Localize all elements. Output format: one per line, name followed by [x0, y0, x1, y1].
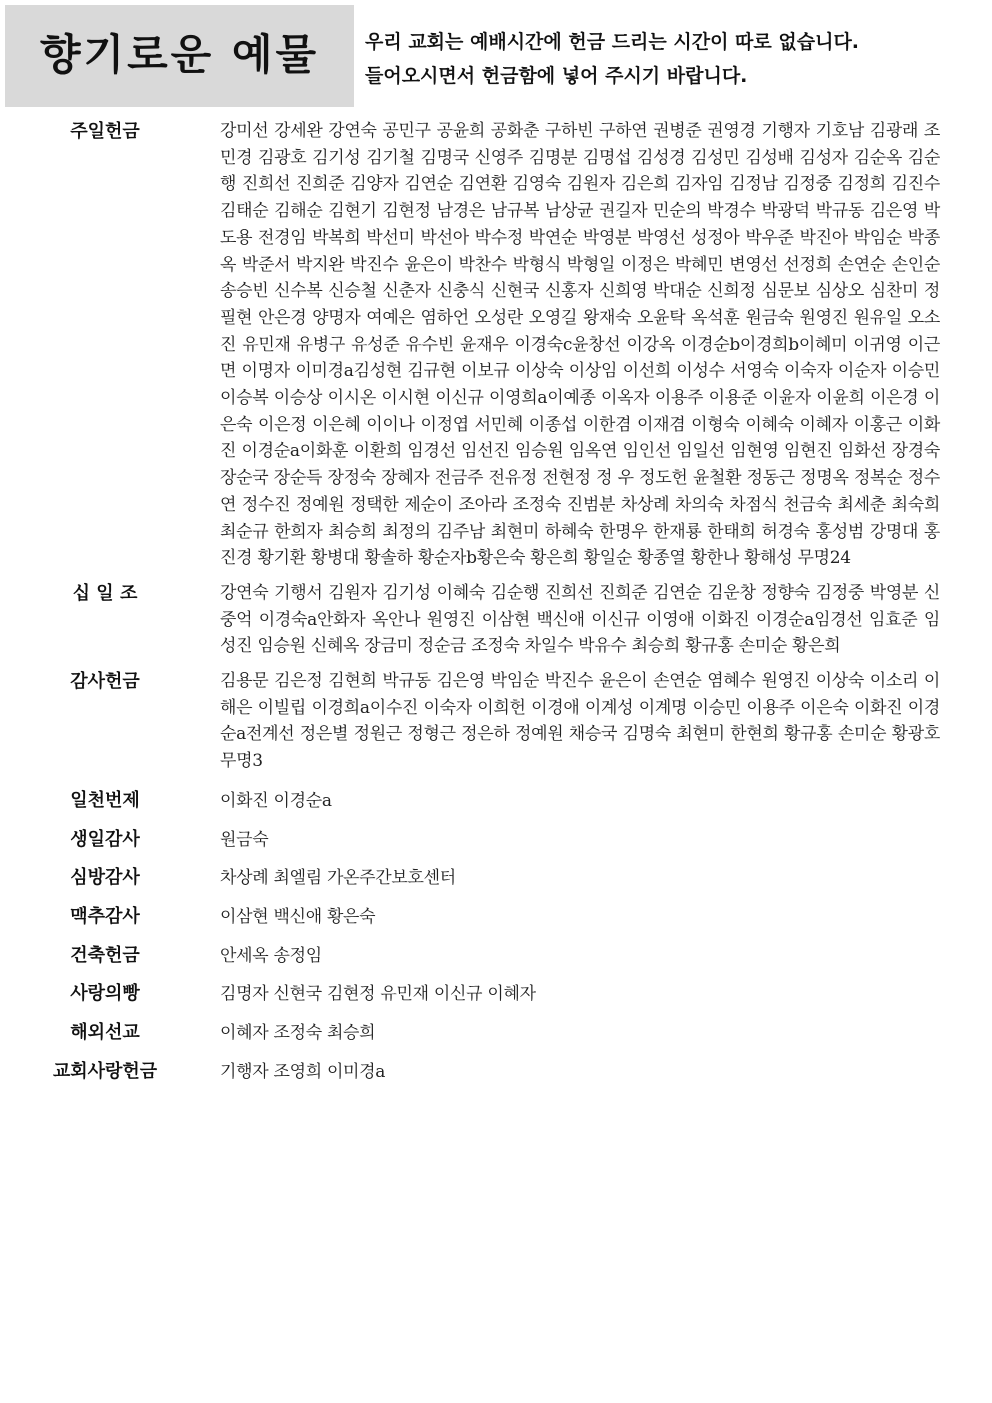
section-label: 심방감사	[70, 867, 140, 889]
section-names: 기행자 조영희 이미경a	[220, 1061, 386, 1082]
section-church-love-offering	[0, 1058, 992, 1086]
section-birthday-thanks	[0, 826, 992, 854]
page-title: 향기로운 예물	[39, 30, 320, 79]
header	[5, 5, 987, 107]
section-label: 사랑의빵	[70, 983, 140, 1005]
notice-line-1: 우리 교회는 예배시간에 헌금 드리는 시간이 따로 없습니다.	[365, 31, 860, 53]
section-building-offering	[0, 942, 992, 970]
offering-sections	[0, 118, 992, 1096]
section-names: 원금숙	[220, 829, 269, 850]
section-names: 이삼현 백신애 황은숙	[220, 906, 376, 927]
section-label: 교회사랑헌금	[52, 1060, 158, 1082]
section-label: 일천번제	[70, 789, 140, 811]
section-label: 생일감사	[70, 828, 140, 850]
section-names: 김용문 김은정 김현희 박규동 김은영 박임순 박진수 윤은이 손연순 염혜수 원영진 이상숙 이소리 이해은 이빌립 이경희a이수진 이숙자 이희헌 이경애 이계성 이계명 이승민 이용주 이은숙 이화진 이경순a전계선 정은별 정원근 정형근 정은하 정예원 채승국 김명숙 최현미 한현희 황규홍 손미순 황광호 무명3	[220, 671, 940, 772]
section-bread-of-love	[0, 980, 992, 1008]
notice-line-2: 들어오시면서 헌금함에 넣어 주시기 바랍니다.	[365, 65, 748, 87]
section-names: 강연숙 기행서 김원자 김기성 이혜숙 김순행 진희선 진희준 김연순 김운창 정향숙 김정중 박영분 신중억 이경숙a안화자 옥안나 원영진 이삼현 백신애 이신규 이영애 이화진 이경순a임경선 임효준 임성진 임승원 신혜옥 장금미 정순금 조정숙 차일수 박유수 최승희 황규홍 손미순 황은희	[220, 582, 940, 657]
section-overseas-mission	[0, 1019, 992, 1047]
title-box	[5, 5, 354, 107]
section-names: 안세옥 송정임	[220, 945, 322, 966]
section-harvest-thanks	[0, 903, 992, 931]
section-visit-thanks	[0, 864, 992, 892]
section-thanksgiving	[0, 668, 992, 775]
section-label: 건축헌금	[70, 944, 140, 966]
section-thousand-offering	[0, 787, 992, 815]
section-names: 이화진 이경순a	[220, 790, 332, 811]
section-label: 감사헌금	[70, 671, 140, 693]
section-label: 맥추감사	[70, 905, 140, 927]
section-names: 차상례 최엘림 가온주간보호센터	[220, 868, 456, 889]
section-names: 김명자 신현국 김현정 유민재 이신규 이혜자	[220, 984, 536, 1005]
section-names: 이혜자 조정숙 최승희	[220, 1023, 376, 1043]
section-tithe	[0, 580, 992, 660]
section-label: 십 일 조	[72, 582, 138, 604]
section-sunday-offering	[0, 118, 992, 572]
notice	[365, 25, 985, 93]
section-label: 주일헌금	[70, 121, 140, 142]
section-label: 해외선교	[70, 1022, 140, 1043]
section-names: 강미선 강세완 강연숙 공민구 공윤희 공화춘 구하빈 구하연 권병준 권영경 기행자 기호남 김광래 조민경 김광호 김기성 김기철 김명국 신영주 김명분 김명섭 김성경 김성민 김성배 김성자 김순옥 김순행 진희선 진희준 김양자 김연순 김연환 김영숙 김원자 김은희 김자임 김정남 김정중 김정희 김진수 김태순 김해순 김현기 김현정 남경은 남규복 남상균 권길자 민순의 박경수 박광덕 박규동 김은영 박도용 전경임 박복희 박선미 박선아 박수정 박연순 박영분 박영선 성정아 박우준 박진아 박임순 박종옥 박준서 박지완 박진수 윤은이 박찬수 박형식 박형일 이정은 박혜민 변영선 선정희 손연순 손인순 송승빈 신수복 신승철 신춘자 신충식 신현국 신홍자 신희영 박대순 신희정 심문보 심상오 심찬미 정필현 안은경 양명자 여예은 염하언 오성란 오영길 왕재숙 오윤탁 옥석훈 원금숙 원영진 원유일 오소진 유민재 유병구 유성준 유수빈 윤재우 이경숙c윤창선 이강옥 이경순b이경희b이혜미 이귀영 이근면 이명자 이미경a김성현 김규현 이보규 이상숙 이상임 이선희 이성수 서영숙 이숙자 이순자 이승민 이승복 이승상 이시온 이시현 이신규 이영희a이예종 이옥자 이용주 이용준 이윤자 이윤희 이은경 이은숙 이은정 이은혜 이이나 이정엽 서민혜 이종섭 이한겸 이재겸 이형숙 이혜숙 이혜자 이홍근 이화진 이경순a이화훈 이환희 임경선 임선진 임승원 임옥연 임인선 임일선 임현영 임현진 임화선 장경숙 장순국 장순득 장정숙 장혜자 전금주 전유정 전현정 정 우 정도헌 윤철환 정동근 정명옥 정복순 정수연 정수진 정예원 정택한 제순이 조아라 조정숙 진범분 차상례 차의숙 차점식 천금숙 최세춘 최숙희 최순규 한희자 최승희 최정의 김주남 최현미 하혜숙 한명우 한재룡 한태희 허경숙 홍성범 강명대 홍진경 황기환 황병대 황솔하 황순자b황은숙 황은희 황일순 황종열 황한나 황해성 무명24	[220, 121, 940, 569]
